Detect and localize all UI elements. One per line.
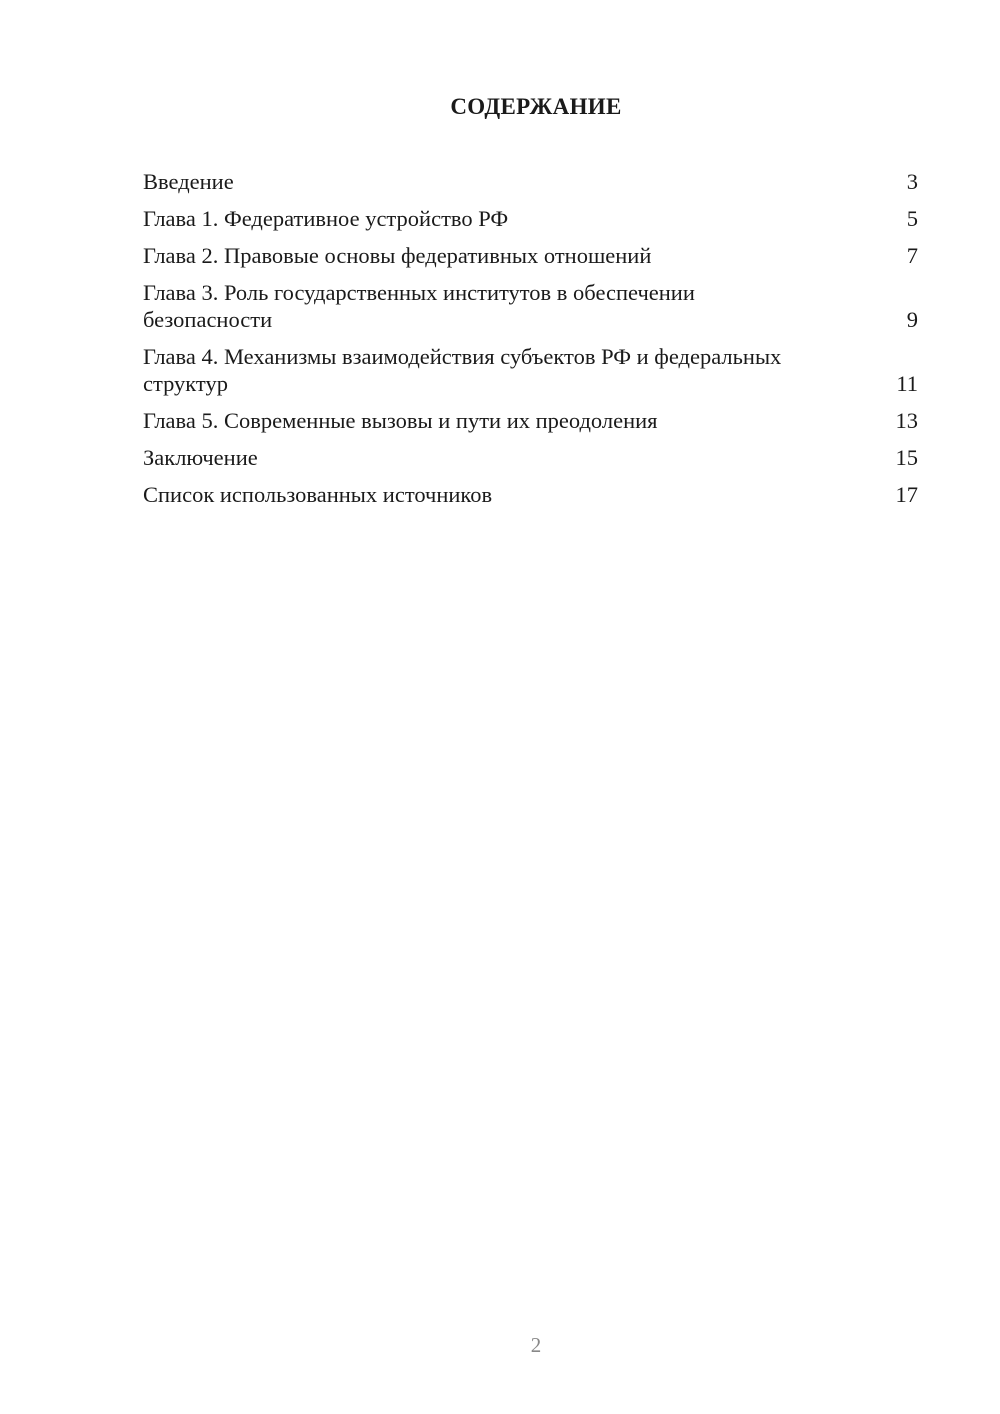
page-number: 2 <box>530 1333 542 1357</box>
toc-item-chapter-4[interactable] <box>143 343 918 397</box>
toc-title: СОДЕРЖАНИЕ <box>450 94 622 119</box>
toc-item-page: 13 <box>895 408 918 433</box>
toc-item-conclusion[interactable] <box>143 444 918 471</box>
toc-item-chapter-2[interactable] <box>143 242 918 269</box>
toc-item-text: Глава 5. Современные вызовы и пути их преодоления <box>143 408 658 433</box>
toc-item-text: Глава 2. Правовые основы федеративных отношений <box>143 243 652 268</box>
toc-item-page: 5 <box>906 206 918 231</box>
toc-item-references[interactable] <box>143 481 918 508</box>
toc-item-text: Глава 3. Роль государственных институтов в обеспечении безопасности <box>143 280 695 332</box>
toc-item-chapter-1[interactable] <box>143 205 918 232</box>
toc-list <box>143 168 918 518</box>
toc-item-chapter-5[interactable] <box>143 407 918 434</box>
toc-item-text: Глава 4. Механизмы взаимодействия субъектов РФ и федеральных структур <box>143 344 782 396</box>
toc-item-introduction[interactable] <box>143 168 918 195</box>
toc-item-text: Введение <box>143 169 234 194</box>
toc-item-page: 17 <box>895 482 918 507</box>
toc-item-chapter-3[interactable] <box>143 279 918 333</box>
toc-item-page: 9 <box>906 307 918 332</box>
toc-item-page: 7 <box>906 243 918 268</box>
toc-item-page: 15 <box>895 445 918 470</box>
toc-item-page: 11 <box>896 371 918 396</box>
toc-item-text: Список использованных источников <box>143 482 493 507</box>
toc-item-text: Глава 1. Федеративное устройство РФ <box>143 206 509 231</box>
toc-item-text: Заключение <box>143 445 258 470</box>
toc-item-page: 3 <box>906 169 918 194</box>
